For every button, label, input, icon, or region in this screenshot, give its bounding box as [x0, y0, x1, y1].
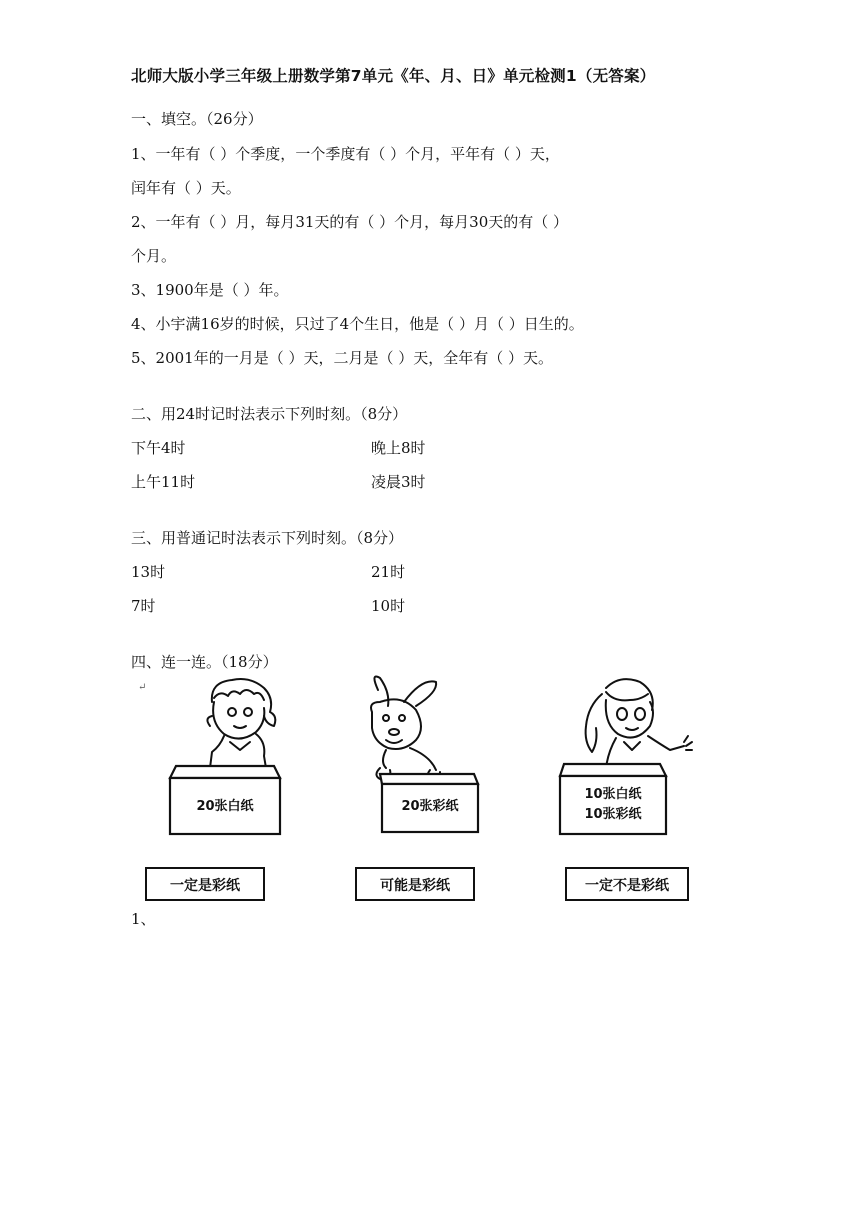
section2-item: 下午4时 — [131, 439, 186, 457]
section3-item: 13时 — [131, 563, 166, 581]
section2-item: 上午11时 — [131, 473, 196, 491]
section3-item: 10时 — [371, 597, 406, 615]
box-2 — [380, 774, 478, 784]
section4-heading: 四、连一连。（18分） — [131, 653, 278, 671]
box-3-label-line-2: 10张彩纸 — [584, 807, 642, 822]
question-3: 3、1900年是（ ）年。 — [131, 281, 289, 299]
question-2-line-2: 个月。 — [131, 247, 177, 265]
box-2-label: 20张彩纸 — [401, 799, 459, 814]
section1-heading: 一、填空。（26分） — [131, 110, 263, 128]
boy-illustration — [206, 679, 275, 780]
section2-heading: 二、用24时记时法表示下列时刻。（8分） — [131, 405, 408, 423]
section2-item: 晚上8时 — [371, 439, 426, 457]
section3-item: 21时 — [371, 563, 406, 581]
section3-item: 7时 — [131, 597, 156, 615]
box-3 — [560, 764, 666, 776]
paragraph-return-mark: ↵ — [138, 682, 147, 693]
question-1-line-1: 1、一年有（ ）个季度，一个季度有（ ）个月，平年有（ ）天， — [131, 145, 560, 163]
section3-heading: 三、用普通记时法表示下列时刻。（8分） — [131, 529, 404, 547]
box-3-front — [560, 776, 666, 834]
answer-label-3: 一定不是彩纸 — [585, 878, 669, 894]
question-5: 5、2001年的一月是（ ）天，二月是（ ）天，全年有（ ）天。 — [131, 349, 554, 367]
question-2-line-1: 2、一年有（ ）月，每月31天的有（ ）个月，每月30天的有（ ） — [131, 213, 569, 231]
box-3-label-line-1: 10张白纸 — [584, 787, 642, 802]
box-1-label: 20张白纸 — [196, 799, 254, 814]
box-1 — [170, 766, 280, 778]
dog-illustration — [371, 677, 440, 783]
section4-trailing-item: 1、 — [131, 910, 156, 928]
answer-label-2: 可能是彩纸 — [380, 878, 450, 894]
document-title: 北师大版小学三年级上册数学第7单元《年、月、日》单元检测1（无答案） — [131, 67, 656, 85]
question-1-line-2: 闰年有（ ）天。 — [131, 179, 241, 197]
matching-figure — [140, 672, 760, 904]
answer-label-1: 一定是彩纸 — [170, 878, 240, 894]
question-4: 4、小宇满16岁的时候，只过了4个生日，他是（ ）月（ ）日生的。 — [131, 315, 584, 333]
section2-item: 凌晨3时 — [371, 473, 426, 491]
